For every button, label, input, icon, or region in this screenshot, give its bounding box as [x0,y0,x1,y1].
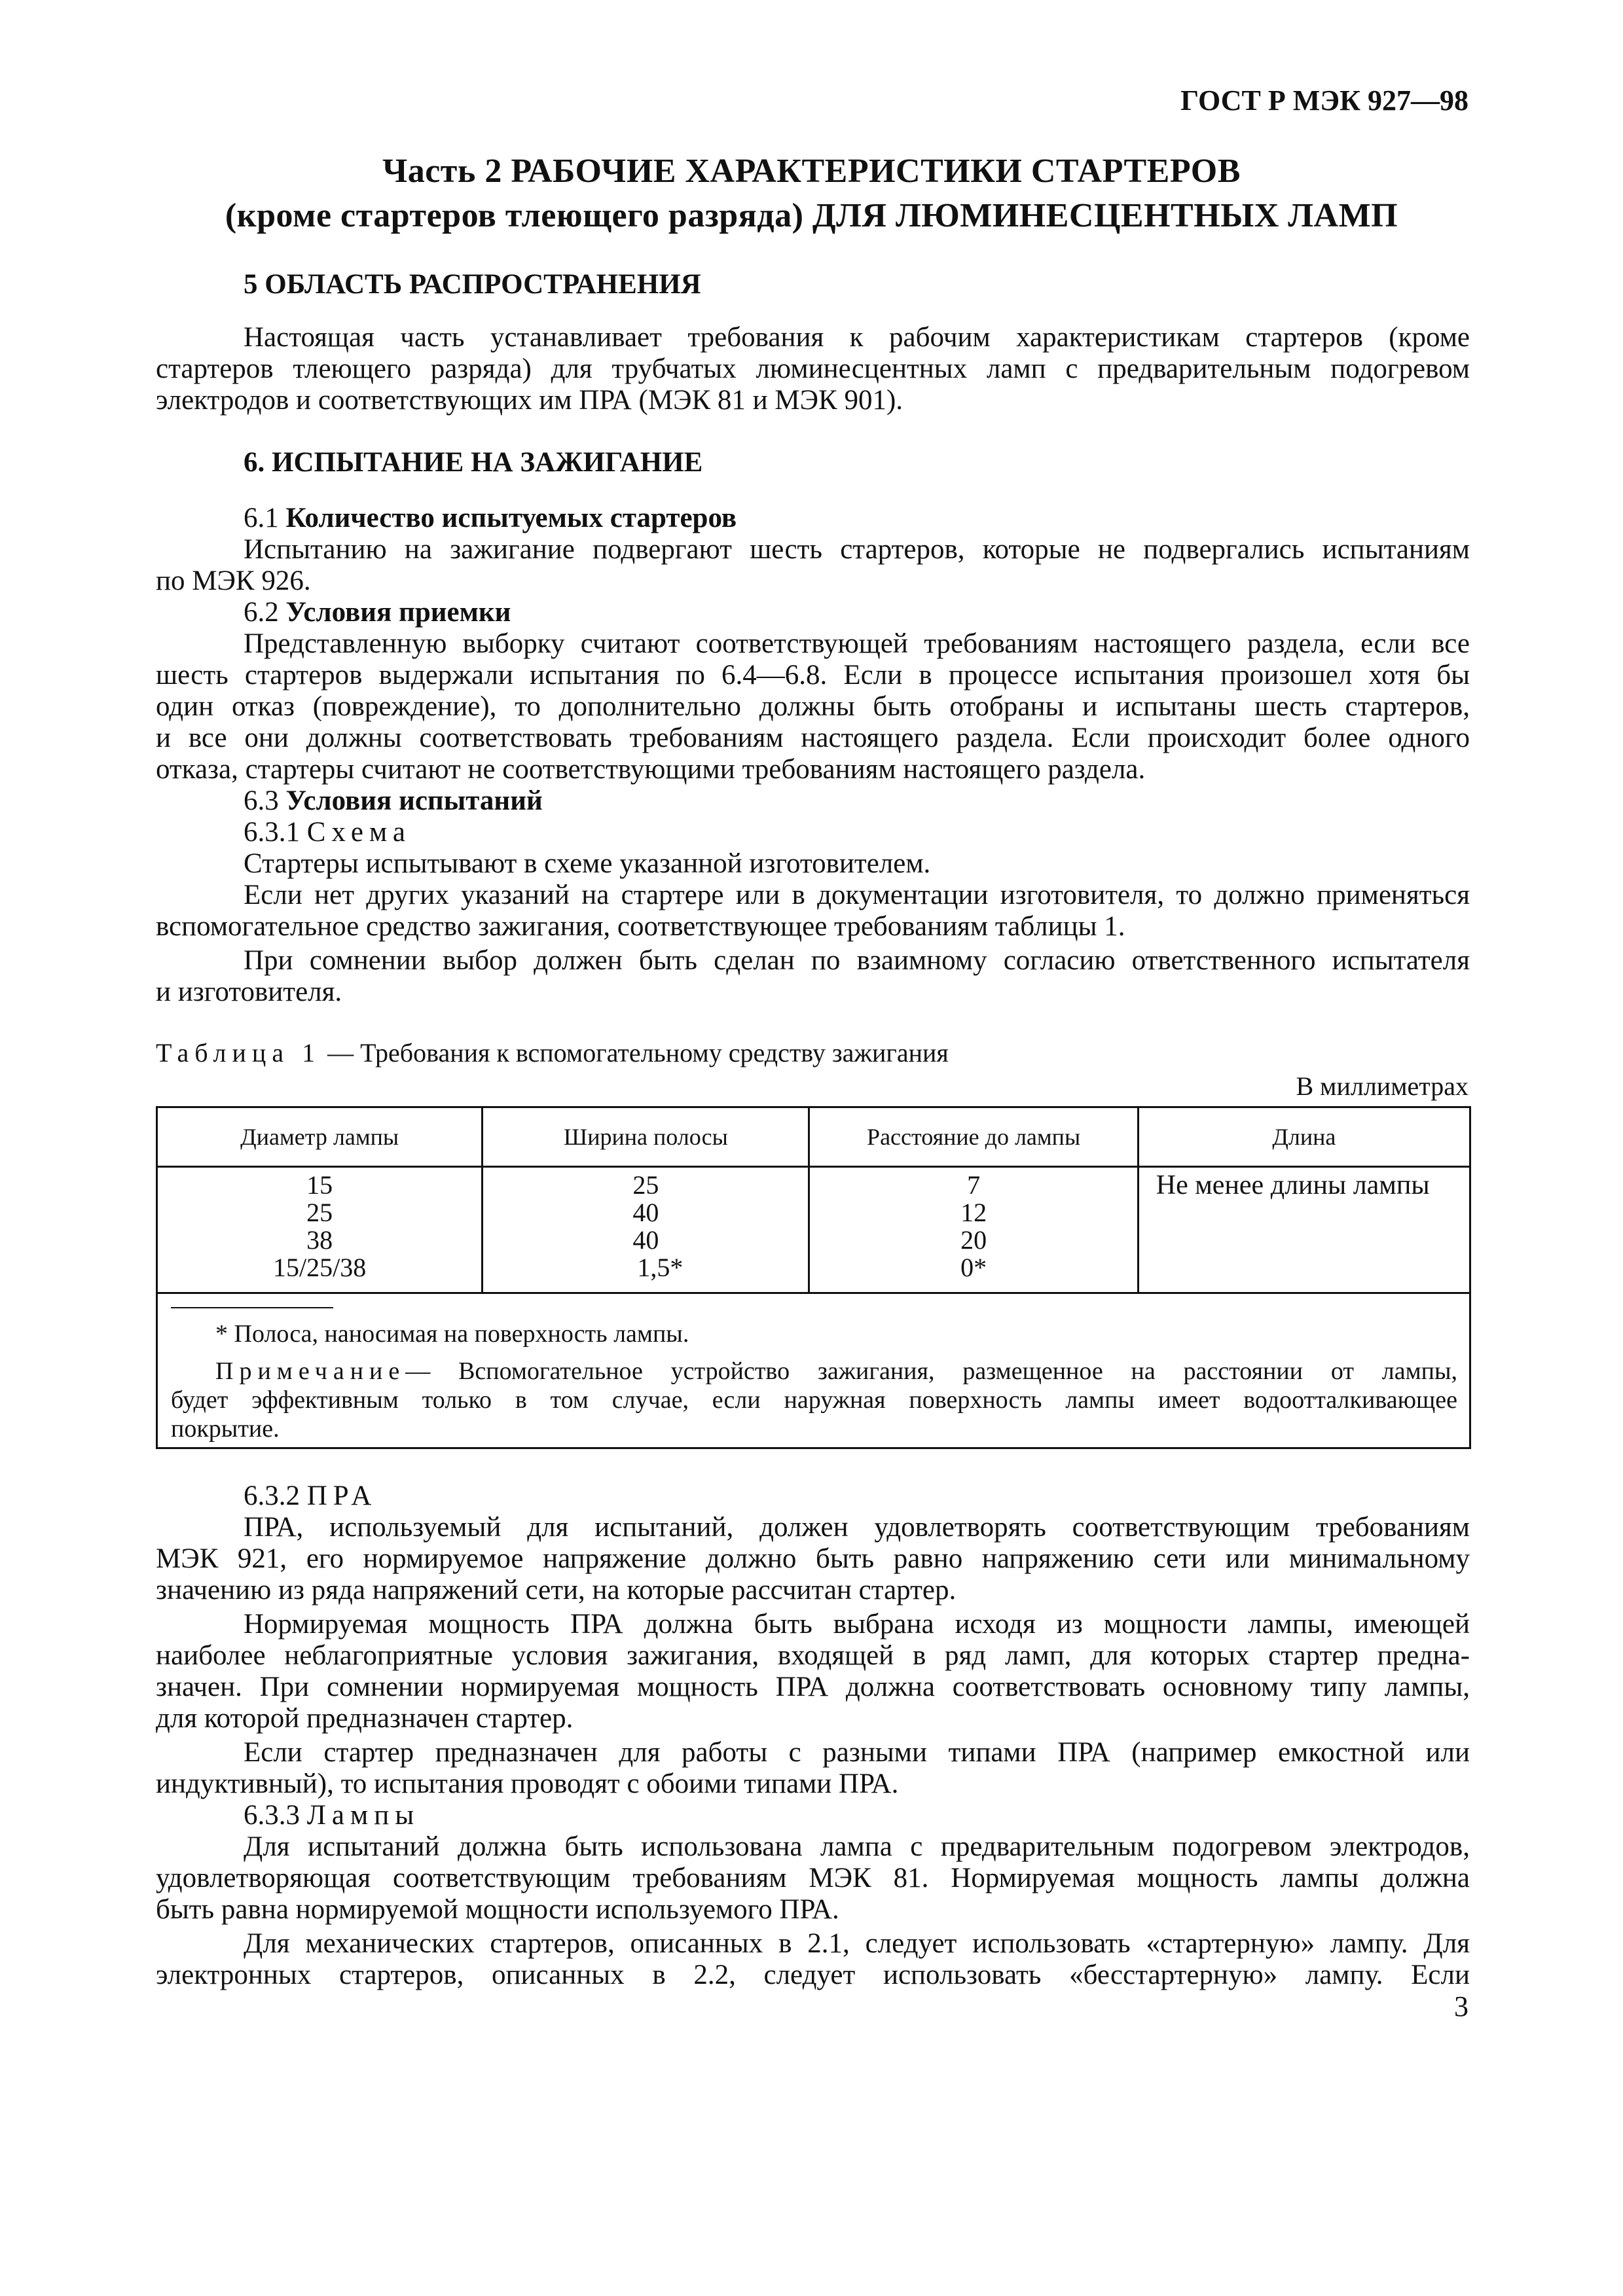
text-line: по МЭК 926. [156,565,311,596]
text-line: наиболее неблагоприятные условия зажигания, входящей в ряд ламп, для которых стартер предна- [156,1640,1470,1671]
subsection-title: Схема [306,817,411,848]
section-6-2 [156,597,1470,785]
subsection-title: Условия приемки [285,597,511,628]
diameter-cell [157,1167,483,1293]
note-text: — Вспомогательное устройство зажигания, размещенное на расстоянии от лампы, [405,1357,1457,1385]
note-label: Примечание [215,1357,406,1385]
subsection-title: Лампы [306,1800,420,1831]
subsection-heading [156,1480,1470,1512]
table-caption-label: Таблица 1 [156,1038,321,1067]
subsection-heading [156,1800,1470,1831]
text-line: вспомогательное средство зажигания, соответствующее требованиям таблицы 1. [156,911,1125,942]
subsection-heading [156,597,1470,628]
table-notes-row [157,1293,1470,1448]
distance-cell [809,1167,1138,1293]
part-title-line-2: (кроме стартеров тлеющего разряда) ДЛЯ ЛЮМИНЕСЦЕНТНЫХ ЛАМП [225,197,1398,234]
note-line [171,1357,1457,1386]
text-line: индуктивный), то испытания проводят с обоими типами ПРА. [156,1768,899,1799]
text-line: значен. При сомнении нормируемая мощность ПРА должна соответствовать основному типу лампы, [156,1672,1470,1702]
section-6-3-2 [156,1480,1470,1800]
cell-value: 25 [306,1198,333,1227]
text-line: и изготовителя. [156,977,342,1007]
text-line: электронных стартеров, описанных в 2.2, следует использовать «бесстартерную» лампу. Если [156,1960,1470,1990]
text-line: Нормируемая мощность ПРА должна быть выбрана исходя из мощности лампы, имеющей [244,1609,1470,1640]
table-caption-text: — Требования к вспомогательному средству зажигания [321,1038,949,1067]
text-line: удовлетворяющая соответствующим требованиям МЭК 81. Нормируемая мощность лампы должна [156,1863,1470,1893]
column-header: Ширина полосы [483,1107,809,1167]
table-caption [156,1037,949,1068]
table-row [157,1167,1470,1293]
cell-value: 38 [306,1225,333,1255]
text-line: Представленную выборку считают соответствующей требованиям настоящего раздела, если все [244,628,1470,659]
text-line: для которой предназначен стартер. [156,1703,574,1734]
text-line: Для испытаний должна быть использована лампа с предварительным подогревом электродов, [244,1831,1470,1862]
subsection-number: 6.3.2 [244,1480,307,1511]
table-note [171,1357,1457,1443]
text-line: Если нет других указаний на стартере или в документации изготовителя, то должно применяться [244,880,1470,910]
cell-value: 20 [960,1225,987,1255]
table-footnote: * Полоса, наносимая на поверхность лампы. [215,1320,689,1348]
cell-value: 40 [632,1225,659,1255]
document-code: ГОСТ Р МЭК 927—98 [1180,84,1468,117]
text-line: шесть стартеров выдержали испытания по 6.4—6.8. Если в процессе испытания произошел хотя бы [156,660,1470,691]
subsection-number: 6.3.3 [244,1800,307,1831]
text-line: Для механических стартеров, описанных в 2.1, следует использовать «стартерную» лампу. Для [244,1928,1470,1959]
text-line: ПРА, используемый для испытаний, должен удовлетворять соответствующим требованиям [244,1512,1470,1543]
table-notes-cell [157,1293,1470,1448]
cell-value: 15/25/38 [273,1253,367,1282]
text-line: Испытанию на зажигание подвергают шесть стартеров, которые не подвергались испытаниям [244,534,1470,565]
section-6-3-3 [156,1800,1470,1991]
subsection-number: 6.2 [244,597,286,628]
subsection-number: 6.3 [244,785,286,816]
cell-value: 0* [960,1253,987,1282]
section-6-3 [156,785,1470,1008]
text-line: значению из ряда напряжений сети, на которые рассчитан стартер. [156,1575,957,1605]
table-header-row [157,1107,1470,1167]
part-title-line-1: Часть 2 РАБОЧИЕ ХАРАКТЕРИСТИКИ СТАРТЕРОВ [382,152,1241,190]
subsection-heading [156,785,1470,817]
ignition-aid-table [156,1106,1471,1449]
section-5-heading: 5 ОБЛАСТЬ РАСПРОСТРАНЕНИЯ [244,269,701,300]
text-line: быть равна нормируемой мощности используемого ПРА. [156,1894,839,1925]
subsection-heading [156,817,1470,848]
note-line: покрытие. [171,1415,280,1443]
text-line: МЭК 921, его нормируемое напряжение должно быть равно напряжению сети или минимальному [156,1543,1470,1574]
subsection-number: 6.1 [244,503,286,533]
text-line: электродов и соответствующих им ПРА (МЭК 81 и МЭК 901). [156,385,903,416]
section-5-paragraph [156,322,1470,416]
section-6-1 [156,503,1470,597]
column-header: Длина [1138,1107,1470,1167]
text-line: и все они должны соответствовать требованиям настоящего раздела. Если происходит более одного [156,723,1470,753]
cell-value: 15 [306,1170,333,1200]
cell-value: 40 [632,1198,659,1227]
length-cell: Не менее длины лампы [1138,1167,1470,1293]
cell-value: 1,5* [637,1253,684,1282]
strip-width-cell [483,1167,809,1293]
column-header: Диаметр лампы [157,1107,483,1167]
text-line: отказа, стартеры считают не соответствующими требованиям настоящего раздела. [156,754,1146,785]
subsection-title: Количество испытуемых стартеров [285,503,737,533]
text-line: Настоящая часть устанавливает требования к рабочим характеристикам стартеров (кроме [244,322,1470,353]
text-line: Если стартер предназначен для работы с разными типами ПРА (например емкостной или [244,1737,1470,1768]
page-number: 3 [1454,1990,1468,2022]
text-line: стартеров тлеющего разряда) для трубчатых люминесцентных ламп с предварительным подогревом [156,353,1470,384]
cell-value: 25 [632,1170,659,1200]
subsection-heading [156,503,1470,534]
subsection-title: ПРА [306,1480,378,1511]
footnote-rule [171,1307,333,1308]
cell-value: 7 [967,1170,981,1200]
text-line: один отказ (повреждение), то дополнительно должны быть отобраны и испытаны шесть стартеров, [156,691,1470,722]
column-header: Расстояние до лампы [809,1107,1138,1167]
note-line: будет эффективным только в том случае, если наружная поверхность лампы имеет водоотталкивающее [171,1386,1457,1414]
table-unit: В миллиметрах [1296,1071,1468,1101]
subsection-title: Условия испытаний [285,785,543,816]
text-line: При сомнении выбор должен быть сделан по взаимному согласию ответственного испытателя [244,945,1470,976]
text-line: Стартеры испытывают в схеме указанной изготовителем. [244,848,931,879]
section-6-heading: 6. ИСПЫТАНИЕ НА ЗАЖИГАНИЕ [244,447,703,478]
subsection-number: 6.3.1 [244,817,307,848]
table-notes [158,1294,1469,1447]
cell-value: 12 [960,1198,987,1227]
